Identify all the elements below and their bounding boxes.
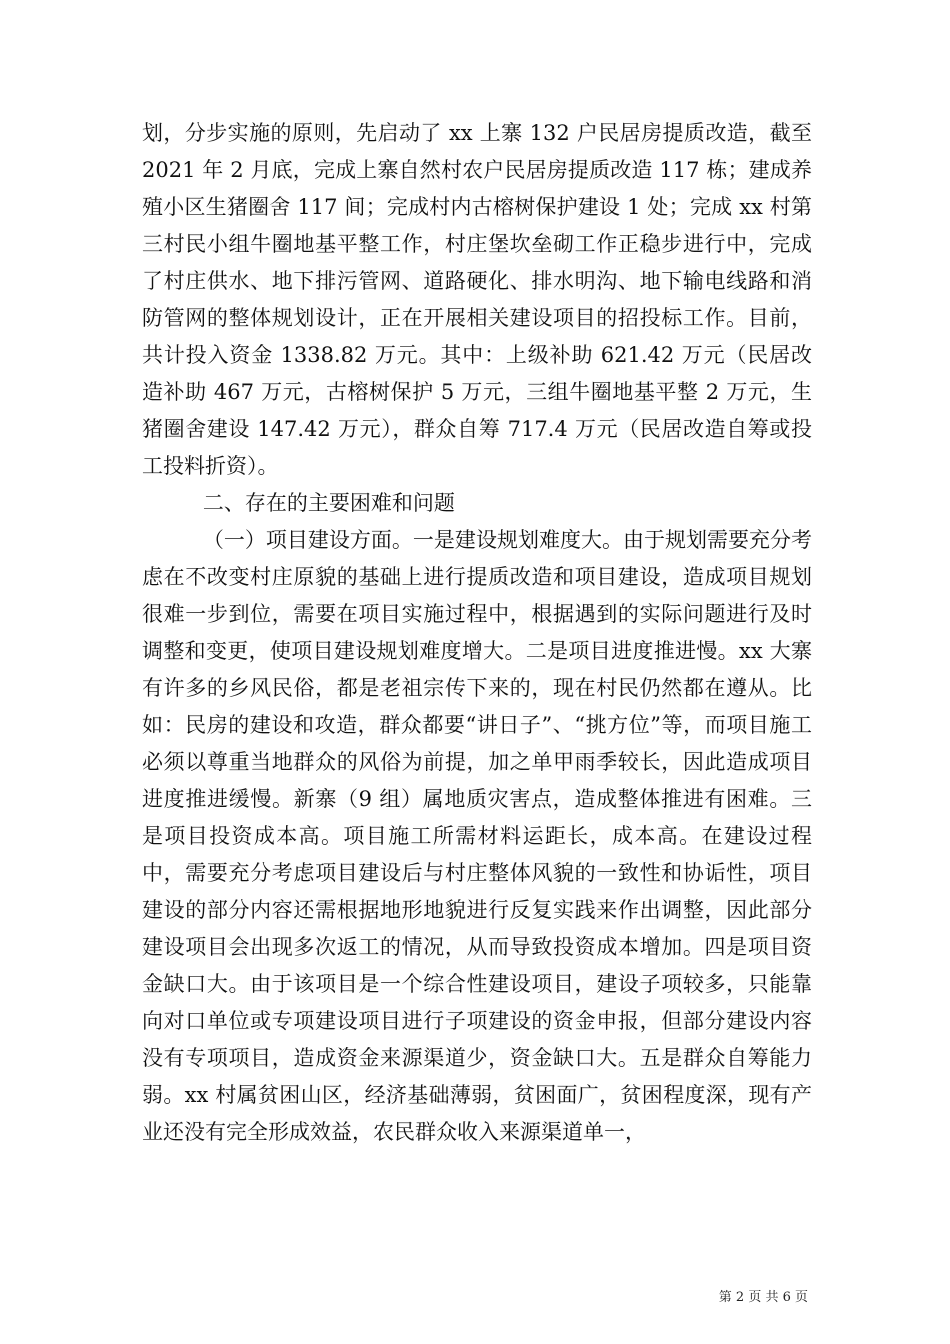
document-body — [142, 115, 812, 1151]
paragraph-progress-summary: 划，分步实施的原则，先启动了 xx 上寨 132 户民居房提质改造，截至 2021 年 2 月底，完成上寨自然村农户民居房提质改造 117 栋；建成养殖小区生猪圈舍 117 间；完成村内古榕树保护建设 1 处；完成 xx 村第三村民小组牛圈地基平整工作，村庄堡坎垒砌工作正稳步进行中，完成了村庄供水、地下排污管网、道路硬化、排水明沟、地下输电线路和消防管网的整体规划设计，正在开展相关建设项目的招投标工作。目前，共计投入资金 1338.82 万元。其中：上级补助 621.42 万元（民居改造补助 467 万元，古榕树保护 5 万元，三组牛圈地基平整 2 万元，生猪圈舍建设 147.42 万元），群众自筹 717.4 万元（民居改造自筹或投工投料折资）。 — [142, 121, 812, 478]
paragraph-project-construction-issues: （一）项目建设方面。一是建设规划难度大。由于规划需要充分考虑在不改变村庄原貌的基础上进行提质改造和项目建设，造成项目规划很难一步到位，需要在项目实施过程中，根据遇到的实际问题进行及时调整和变更，使项目建设规划难度增大。二是项目进度推进慢。xx 大寨有许多的乡风民俗，都是老祖宗传下来的，现在村民仍然都在遵从。比如：民房的建设和攻造，群众都要“讲日子”、“挑方位”等，而项目施工必须以尊重当地群众的风俗为前提，加之单甲雨季较长，因此造成项目进度推进缓慢。新寨（9 组）属地质灾害点，造成整体推进有困难。三是项目投资成本高。项目施工所需材料运距长，成本高。在建设过程中，需要充分考虑项目建设后与村庄整体风貌的一致性和协诟性，项目建设的部分内容还需根据地形地貌进行反复实践来作出调整，因此部分建设项目会出现多次返工的情况，从而导致投资成本增加。四是项目资金缺口大。由于该项目是一个综合性建设项目，建设子项较多，只能靠向对口单位或专项建设项目进行子项建设的资金申报，但部分建设内容没有专项项目，造成资金来源渠道少，资金缺口大。五是群众自筹能力弱。xx 村属贫困山区，经济基础薄弱，贫困面广，贫困程度深，现有产业还没有完全形成效益，农民群众收入来源渠道单一， — [142, 528, 812, 1144]
page-number-footer: 第 2 页 共 6 页 — [718, 1290, 808, 1305]
section-heading-difficulties: 二、存在的主要困难和问题 — [202, 491, 455, 515]
